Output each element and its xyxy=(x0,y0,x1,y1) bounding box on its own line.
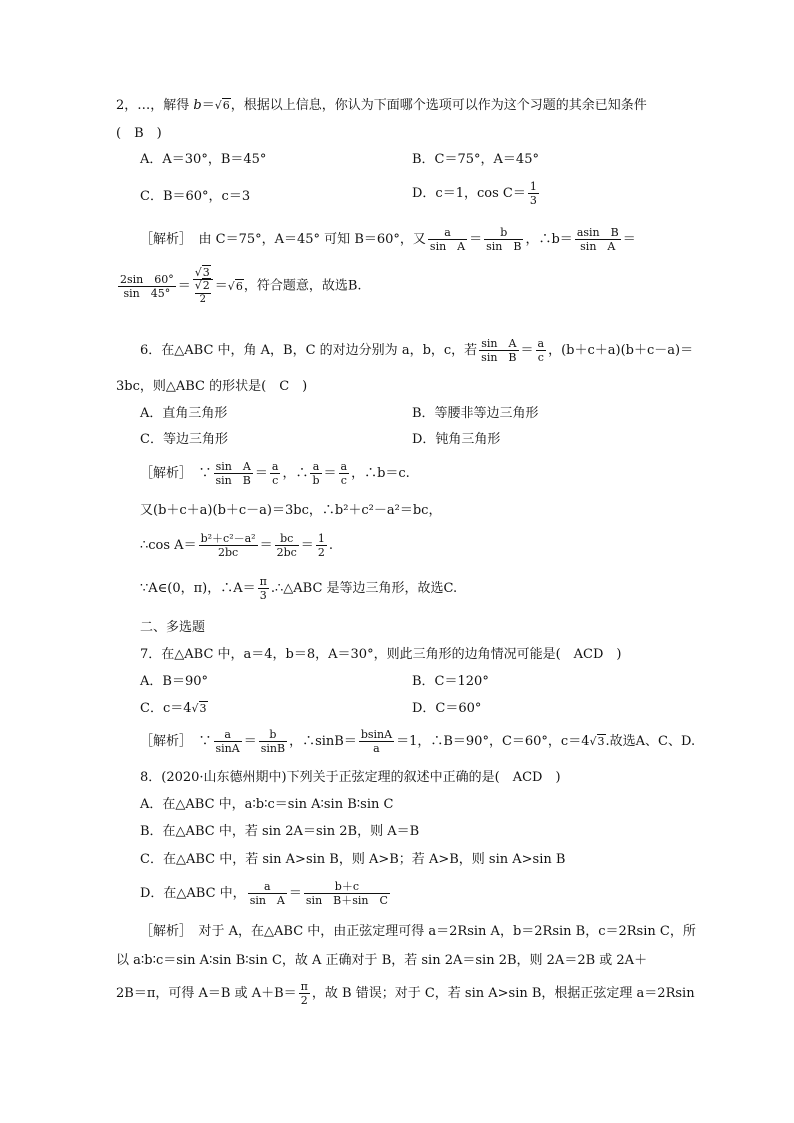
fraction xyxy=(193,266,213,306)
q6-solution-line3: ∴cos A＝ $\frac{\text{b²＋c²－a²}}{2bc}$ ＝ $\frac{bc}{2bc}$ ＝ $\frac{1}{2}$ . xyxy=(140,532,333,559)
fraction: $\frac{bc}{2bc}$ xyxy=(276,532,297,559)
fraction: $\frac{bsinA}{a}$ xyxy=(360,728,393,755)
q5-option-c: C．B＝60°，c＝3 xyxy=(140,189,251,204)
q8-solution-line2: 以 a∶b∶c＝sin A∶sin B∶sin C，故 A 正确对于 B，若 sin 2A＝sin 2B，则 2A＝2B 或 2A＋ xyxy=(116,953,648,968)
q5-option-a: A．A＝30°，B＝45° xyxy=(140,152,267,167)
q8-option-c: C．在△ABC 中，若 sin A>sin B，则 A>B；若 A>B，则 sin A>sin B xyxy=(140,852,566,867)
q5-option-b: B．C＝75°，A＝45° xyxy=(412,152,539,167)
q6-line1: 6．在△ABC 中，角 A，B，C 的对边分别为 a，b，c，若 $\frac{\text{sin A}}{\text{sin B}}$ ＝ $\frac{a}{c}$ ，(b＋c＋a)(b＋c－a)＝ xyxy=(140,337,694,364)
q6-solution-line1: ［解析］ ∵ $\frac{\text{sin A}}{\text{sin B}}$ ＝ $\frac{a}{c}$ ，∴ $\frac{a}{b}$ ＝ $\frac{a}{c}$ ，∴b＝c. xyxy=(140,460,410,487)
fraction: $\frac{\text{b²＋c²－a²}}{2bc}$ xyxy=(200,532,256,559)
sqrt-symbol: √6 xyxy=(214,99,230,112)
fraction: $\frac{\pi}{2}$ xyxy=(300,980,308,1007)
fraction: $\frac{b}{\sin B}$ xyxy=(260,728,286,755)
q7-option-b: B．C＝120° xyxy=(412,674,489,689)
q5-answer: ( B ) xyxy=(116,126,162,141)
fraction: $\frac{b+c}{\text{sin B＋sin C}}$ xyxy=(305,880,388,907)
fraction: $\frac{√2}{2}$ xyxy=(194,279,210,305)
q8-solution-line3: 2B＝π，可得 A＝B 或 A＋B＝ $\frac{\pi}{2}$ ，故 B 错误；对于 C，若 sin A>sin B，根据正弦定理 a＝2Rsin xyxy=(116,980,695,1007)
q5-line1: 2，…，解得 b＝√6，根据以上信息，你认为下面哪个选项可以作为这个习题的其余已知条件 xyxy=(116,98,647,113)
section-heading: 二、多选题 xyxy=(140,620,206,635)
sqrt-symbol: √3 xyxy=(191,702,207,715)
q8-solution-line1: ［解析］ 对于 A，在△ABC 中，由正弦定理可得 a＝2Rsin A，b＝2Rsin B，c＝2Rsin C，所 xyxy=(140,924,696,939)
fraction: $\frac{a}{b}$ xyxy=(312,460,320,487)
fraction: $\frac{b}{\text{sin B}}$ xyxy=(486,226,522,253)
q7-line1: 7．在△ABC 中，a＝4，b＝8，A＝30°，则此三角形的边角情况可能是( ACD ) xyxy=(140,647,622,662)
q7-option-d: D．C＝60° xyxy=(412,701,482,716)
q6-option-d: D．钝角三角形 xyxy=(412,432,501,447)
fraction: $\frac{a}{c}$ xyxy=(537,337,545,364)
q8-line1: 8．(2020·山东德州期中)下列关于正弦定理的叙述中正确的是( ACD ) xyxy=(140,770,561,785)
q6-option-c: C．等边三角形 xyxy=(140,432,228,447)
q5-option-d: D．c＝1，cos C＝ $\frac{1}{3}$ xyxy=(412,180,537,207)
fraction: $\frac{a}{c}$ xyxy=(340,460,348,487)
sqrt-symbol: √3 xyxy=(589,735,605,748)
q5-solution-line1: ［解析］ 由 C＝75°，A＝45° 可知 B＝60°，又 $\frac{a}{\text{sin A}}$ ＝ $\frac{b}{\text{sin B}}$ ，∴b＝ $\frac{\text{asin B}}{\text{sin A}}$ ＝ xyxy=(140,226,636,253)
fraction: $\frac{\text{asin B}}{\text{sin A}}$ xyxy=(576,226,619,253)
sqrt-symbol: √3 xyxy=(194,266,210,279)
fraction: $\frac{a}{\text{sin A}}$ xyxy=(249,880,285,907)
q8-option-b: B．在△ABC 中，若 sin 2A＝sin 2B，则 A＝B xyxy=(140,824,420,839)
fraction: $\frac{a}{\sin A}$ xyxy=(215,728,240,755)
q7-option-c: C．c＝4√3 xyxy=(140,701,207,716)
fraction: $\frac{\pi}{3}$ xyxy=(259,575,267,602)
q6-option-b: B．等腰非等边三角形 xyxy=(412,406,539,421)
sqrt-symbol: √2 xyxy=(194,279,210,292)
q6-solution-line2: 又(b＋c＋a)(b＋c－a)＝3bc，∴b²＋c²－a²＝bc， xyxy=(140,503,442,518)
q6-solution-line4: ∵A∈(0，π)，∴A＝ $\frac{\pi}{3}$ .∴△ABC 是等边三角形，故选C. xyxy=(140,575,458,602)
q7-option-a: A．B＝90° xyxy=(140,674,208,689)
fraction: $\frac{\text{sin A}}{\text{sin B}}$ xyxy=(215,460,251,487)
sqrt-symbol: √6 xyxy=(227,279,243,293)
fraction: $\frac{1}{2}$ xyxy=(317,532,325,559)
q6-line2: 3bc，则△ABC 的形状是( C ) xyxy=(116,379,308,394)
q6-option-a: A．直角三角形 xyxy=(140,406,228,421)
fraction: $\frac{a}{\text{sin A}}$ xyxy=(429,226,466,253)
q8-option-d: D．在△ABC 中， $\frac{a}{\text{sin A}}$ ＝ $\frac{b+c}{\text{sin B＋sin C}}$ xyxy=(140,880,388,907)
q5-solution-line2: $\frac{2\sin 60^\circ}{\sin 45^\circ}$ ＝ $\frac{√3}{\frac{√2}{2}}$ ＝√6，符合题意，故选B. xyxy=(120,266,362,305)
fraction: $\frac{2\sin 60^\circ}{\sin 45^\circ}$ xyxy=(120,272,174,300)
q8-option-a: A．在△ABC 中，a∶b∶c＝sin A∶sin B∶sin C xyxy=(140,797,394,812)
fraction: $\frac{a}{c}$ xyxy=(271,460,279,487)
fraction: $\frac{\text{sin A}}{\text{sin B}}$ xyxy=(481,337,517,364)
fraction: $\frac{1}{3}$ xyxy=(529,180,537,207)
q7-solution: ［解析］ ∵ $\frac{a}{\sin A}$ ＝ $\frac{b}{\sin B}$ ，∴sinB＝ $\frac{bsinA}{a}$ ＝1，∴B＝90°，C＝60°，c＝4√3.故选A、C、D. xyxy=(140,728,696,755)
